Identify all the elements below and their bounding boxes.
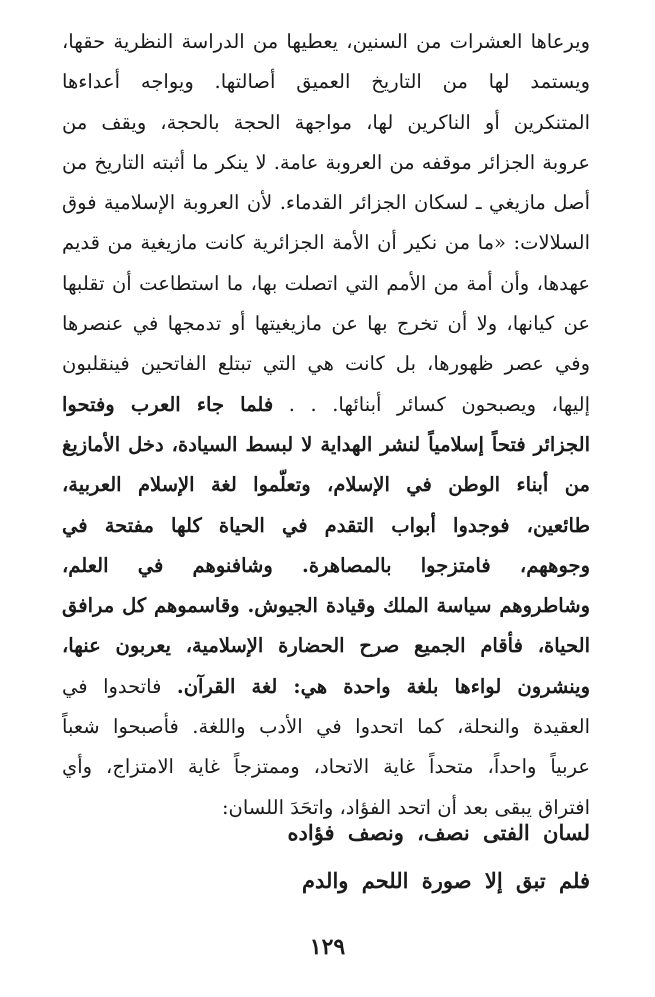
text-line: عن كيانها، ولا أن تخرج بها عن مازيغيتها أو تدمجها في عنصرها bbox=[62, 312, 590, 336]
text-line: عروبة الجزائر موقفه من العروبة عامة. لا ينكر ما أثبته التاريخ من bbox=[62, 150, 590, 174]
text-line: وشاطروهم سياسة الملك وقيادة الجيوش. وقاسموهم كل مرافق bbox=[62, 594, 590, 618]
text-span: إليها، ويصبحون كسائر أبنائها. . . bbox=[288, 392, 590, 416]
bold-text-span: فلما جاء العرب وفتحوا bbox=[62, 392, 274, 416]
poem-verse-2: فلم تبق إلا صورة اللحم والدم bbox=[302, 868, 590, 893]
text-line: السلالات: «ما من نكير أن الأمة الجزائرية كانت مازيغية من قديم bbox=[62, 231, 590, 255]
text-line: افتراق يبقى بعد أن اتحد الفؤاد، واتحَدَ اللسان: bbox=[221, 795, 590, 819]
poem-verse-1: لسان الفتى نصف، ونصف فؤاده bbox=[287, 820, 590, 845]
text-line: المتنكرين أو الناكرين لها، مواجهة الحجة بالحجة، ويقف من bbox=[62, 110, 590, 134]
bold-text-span: وينشرون لواءها بلغة واحدة هي: لغة القرآن. bbox=[176, 674, 590, 698]
text-line: الجزائر فتحاً إسلامياً لنشر الهداية لا لبسط السيادة، دخل الأمازيغ bbox=[62, 432, 590, 456]
text-line: طائعين، فوجدوا أبواب التقدم في الحياة كلها مفتحة في bbox=[62, 513, 590, 537]
text-line: وجوههم، فامتزجوا بالمصاهرة. وشافنوهم في العلم، bbox=[62, 553, 590, 577]
text-line: الحياة، فأقام الجميع صرح الحضارة الإسلامية، يعربون عنها، bbox=[62, 634, 590, 658]
text-line: أصل مازيغي ـ لسكان الجزائر القدماء. لأن العروبة الإسلامية فوق bbox=[62, 191, 590, 215]
text-line: من أبناء الوطن في الإسلام، وتعلّموا لغة الإسلام العربية، bbox=[62, 473, 590, 497]
text-span: فاتحدوا في bbox=[62, 674, 162, 698]
text-line: وفي عصر ظهورها، بل كانت هي التي تبتلع الفاتحين فينقلبون bbox=[62, 352, 590, 376]
text-line: عهدها، وأن أمة من الأمم التي اتصلت بها، ما استطاعت أن تقلبها bbox=[62, 271, 590, 295]
text-line: عربياً واحداً، متحداً غاية الاتحاد، وممتزجاً غاية الامتزاج، وأي bbox=[62, 755, 590, 779]
text-line: ويستمد لها من التاريخ العميق أصالتها. ويواجه أعداءها bbox=[62, 70, 590, 94]
text-line: العقيدة والنحلة، كما اتحدوا في الأدب واللغة. فأصبحوا شعباً bbox=[62, 715, 590, 739]
text-line-mixed bbox=[62, 667, 590, 707]
page-number: ١٢٩ bbox=[309, 934, 346, 960]
body-paragraph bbox=[62, 22, 590, 828]
text-line: ويرعاها العشرات من السنين، يعطيها من الدراسة النظرية حقها، bbox=[62, 30, 590, 53]
text-line-mixed bbox=[62, 385, 590, 425]
